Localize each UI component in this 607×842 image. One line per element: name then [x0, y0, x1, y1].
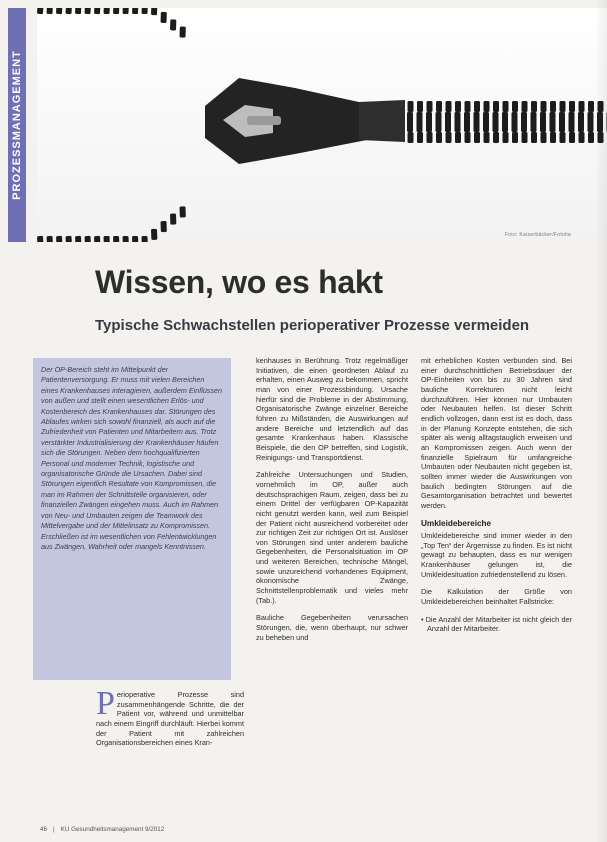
zipper-tooth — [445, 112, 451, 132]
zipper-tooth — [465, 101, 471, 112]
zipper-tooth — [113, 236, 119, 242]
page-footer — [40, 826, 164, 833]
zipper-tooth — [521, 112, 527, 132]
zipper-tooth — [540, 112, 546, 132]
bullet-list — [421, 615, 572, 634]
zipper-slider-icon — [205, 78, 405, 164]
zipper-tooth — [436, 101, 442, 112]
zipper-tooth — [550, 101, 556, 112]
section-label: PROZESSMANAGEMENT — [11, 50, 23, 200]
zipper-tooth — [123, 236, 129, 242]
column-3-paragraph: Umkleidebereiche sind immer wieder in den „Top Ten“ der Ärgernisse zu finden. Es ist nicht gewagt zu behaupten, dass es nur wenigen Krankenhäuser gelungen ist, die Umkleidesituation zufriedenstellend zu lösen. — [421, 531, 572, 579]
section-tab — [8, 8, 26, 242]
zipper-tooth — [531, 101, 537, 112]
column-2 — [256, 356, 408, 650]
list-item: • Die Anzahl der Mitarbeiter ist nicht gleich der Anzahl der Mitarbeiter. — [427, 615, 572, 634]
zipper-tooth — [484, 132, 490, 143]
zipper-tooth — [75, 8, 81, 14]
zipper-tooth — [503, 101, 509, 112]
zipper-tooth — [560, 101, 566, 112]
column-3-paragraph: mit erheblichen Kosten verbunden sind. Bei einer durchschnittlichen Betriebsdauer der OP-Einheiten von bis zu 30 Jahren sind bauliche Korrekturen nicht leicht durchzuführen. Hier können nur Umbauten oder Neubauten helfen. Ist dieser Schritt endlich vollzogen, dann erst ist es doch, dass in der Planung Konzepte entstehen, die sich später als wenig alltagstauglich erweisen und an Kompromissen zeigen. Auch wenn der finanzielle Spielraum für umfangreiche Umbauten oder Neubauten nicht gegeben ist, sollten immer wieder die Auswirkungen von baulich bedingten Störungen auf die Gesamtorganisation betrachtet und bewertet werden. — [421, 356, 572, 510]
zipper-graphic — [37, 8, 607, 242]
zipper-tooth — [170, 19, 176, 30]
zipper-tooth — [541, 132, 547, 143]
zipper-tooth — [464, 112, 470, 132]
zipper-tooth — [47, 8, 54, 14]
zipper-tooth — [123, 8, 129, 14]
article-headline: Wissen, wo es hakt — [95, 264, 383, 300]
zipper-tooth — [170, 214, 176, 225]
zipper-tooth — [417, 132, 423, 143]
zipper-tooth — [427, 132, 433, 143]
zipper-tooth — [94, 8, 100, 14]
zipper-tooth — [512, 112, 518, 132]
article-subheadline: Typische Schwachstellen perioperativer Prozesse vermeiden — [95, 317, 530, 334]
zipper-tooth — [180, 206, 186, 217]
publication-name: KU Gesundheitsmanagement 9/2012 — [60, 826, 165, 833]
zipper-tooth — [569, 112, 575, 132]
page-number: 46 — [40, 826, 48, 833]
zipper-tooth — [436, 132, 442, 143]
zipper-tooth — [426, 112, 432, 132]
column-2-paragraph: Zahlreiche Untersuchungen und Studien, vornehmlich im OP, außer auch deutschsprachigen Raum, zeigen, dass bei zu einem Drittel der verfügbaren OP-Kapazität nicht genutzt werden kann, weil zum Beispiel der Patient nicht ausreichend vorbereitet oder zur richtigen Zeit zur richtigen Ort ist. Auslöser von Störungen sind unter anderem bauliche Gegebenheiten, die Personalsituation im OP und weiteren Bereichen, technische Mängel, sowie unzureichend vorhandenes Equipment, ökonomische Zwänge, Schnittstellenproblematik und vieles mehr (Tab.). — [256, 470, 408, 605]
zipper-tooth — [85, 236, 91, 242]
zipper-tooth — [531, 112, 537, 132]
zipper-tooth — [132, 236, 138, 242]
zipper-tooth — [588, 101, 594, 112]
zipper-tooth — [522, 101, 528, 112]
zipper-tooth — [569, 132, 575, 143]
footer-separator: | — [53, 826, 55, 833]
zipper-tooth — [132, 8, 138, 14]
column-2-paragraph: Bauliche Gegebenheiten verursachen Störungen, die, wenn überhaupt, nur schwer zu beheben und — [256, 613, 408, 642]
zipper-tooth — [474, 112, 480, 132]
zipper-tooth — [75, 236, 81, 242]
zipper-tooth — [474, 132, 480, 143]
scan-shadow — [595, 0, 607, 842]
zipper-tooth — [104, 8, 110, 14]
zipper-tooth — [66, 8, 73, 14]
column-2-paragraph: kenhauses in Berührung. Trotz regelmäßiger Initiativen, die einen geordneten Ablauf zu erhalten, einen Ausweg zu bekommen, spricht man von einer Prozessbindung. Ursache hierfür sind die Probleme in der Abstimmung, Organisatorische Zwänge einzelner Bereiche führen zu Mißständen, die Auswirkungen auf andere Bereiche und letztendlich auf das gesamte Krankenhaus haben. Klassische Beispiele, die den OP betreffen, sind Logistik, Reinigungs- und Transportdienst. — [256, 356, 408, 462]
zipper-tooth — [180, 26, 186, 37]
zipper-tooth — [578, 112, 584, 132]
zipper-tooth — [66, 236, 73, 242]
zipper-tooth — [161, 221, 167, 232]
column-1-text: erioperative Prozesse sind zusammenhängende Schritte, die der Patient vor, während und unmittelbar nach einem Eingriff durchläuft. Hierbei kommt der Patient mit zahlreichen Organisationsbereichen eines Kran- — [96, 690, 244, 748]
zipper-tooth — [455, 132, 461, 143]
zipper-tooth — [531, 132, 537, 143]
zipper-tooth — [512, 101, 518, 112]
zipper-tooth — [94, 236, 100, 242]
zipper-tooth — [502, 112, 508, 132]
zipper-tooth — [427, 101, 433, 112]
zipper-tooth — [161, 12, 167, 23]
zipper-tooth — [113, 8, 119, 14]
zipper-tooth — [417, 101, 423, 112]
zipper-tooth — [455, 101, 461, 112]
zipper-tooth — [541, 101, 547, 112]
zipper-tooth — [560, 132, 566, 143]
zipper-tooth — [407, 112, 413, 132]
zipper-tooth — [408, 132, 414, 143]
zipper-tooth — [579, 101, 585, 112]
zipper-tooth — [503, 132, 509, 143]
zipper-tooth — [493, 101, 499, 112]
zipper-tooth — [484, 101, 490, 112]
section-heading: Umkleidebereiche — [421, 518, 492, 528]
zipper-tooth — [569, 101, 575, 112]
zipper-tooth — [151, 8, 157, 15]
drop-cap: P — [96, 685, 115, 722]
zipper-tooth — [151, 229, 157, 240]
zipper-tooth — [493, 112, 499, 132]
zipper-tooth — [559, 112, 565, 132]
zipper-tooth — [436, 112, 442, 132]
zipper-tooth — [483, 112, 489, 132]
zipper-tooth — [417, 112, 423, 132]
teaser-box: Der OP-Bereich steht im Mittelpunkt der Patientenversorgung. Er muss mit vielen Bereichen eines Krankenhauses interagieren, außerdem Einflüssen von außen und stellt einen wesentlichen Erlös- und Kostenbereich des Krankenhauses dar. Störungen des Ablaufes wirken sich sowohl finanziell, als auch auf die Zufriedenheit von Patienten und Mitarbeitern aus. Trotz verstärkter Industrialisierung der Krankenhäuser häufen sich die Störungen. Neben dem hochqualifizierten Personal und moderner Technik, logistische und organisatorische Gründe die Ursachen. Dabei sind Störungen eigentlich Resultate von Kompromissen, die man im Rahmen der Schnittstelle organisieren, oder finanziellen Zwängen eingehen muss. Auch im Rahmen von Neu- und Umbauten zeigen die Teamwork des Mittelvergabe und der Mittelinsatz zu Kompromissen. Erschließen ist im wesentlichen von Fehlentwicklungen aus Zwängen, Wahrheit oder mangels Kenntnissen. — [33, 358, 231, 680]
zipper-tooth — [512, 132, 518, 143]
zipper-tooth — [104, 236, 110, 242]
zipper-tooth — [588, 132, 594, 143]
zipper-tooth — [550, 132, 556, 143]
zipper-tooth — [37, 236, 44, 242]
zipper-tooth — [37, 8, 44, 14]
zipper-tooth — [493, 132, 499, 143]
zipper-tooth — [474, 101, 480, 112]
column-1 — [96, 685, 244, 748]
image-credit: Foto: Kaiserbäcker/Fotolia — [504, 232, 571, 238]
zipper-tooth — [522, 132, 528, 143]
zipper-tooth — [142, 236, 148, 242]
zipper-tooth — [85, 8, 91, 14]
zipper-tooth — [465, 132, 471, 143]
zipper-tooth — [588, 112, 594, 132]
zipper-tooth — [142, 8, 148, 14]
column-3-paragraph: Die Kalkulation der Größe von Umkleidebereichen beinhaltet Fallstricke: — [421, 587, 572, 607]
zipper-tooth — [56, 236, 63, 242]
zipper-illustration — [37, 8, 607, 242]
zipper-tooth — [56, 8, 63, 14]
zipper-tooth — [47, 236, 54, 242]
zipper-tooth — [550, 112, 556, 132]
zipper-tooth — [408, 101, 414, 112]
zipper-tooth — [455, 112, 461, 132]
zipper-tooth — [446, 101, 452, 112]
zipper-tooth — [579, 132, 585, 143]
zipper-tooth — [446, 132, 452, 143]
column-3 — [421, 356, 572, 634]
